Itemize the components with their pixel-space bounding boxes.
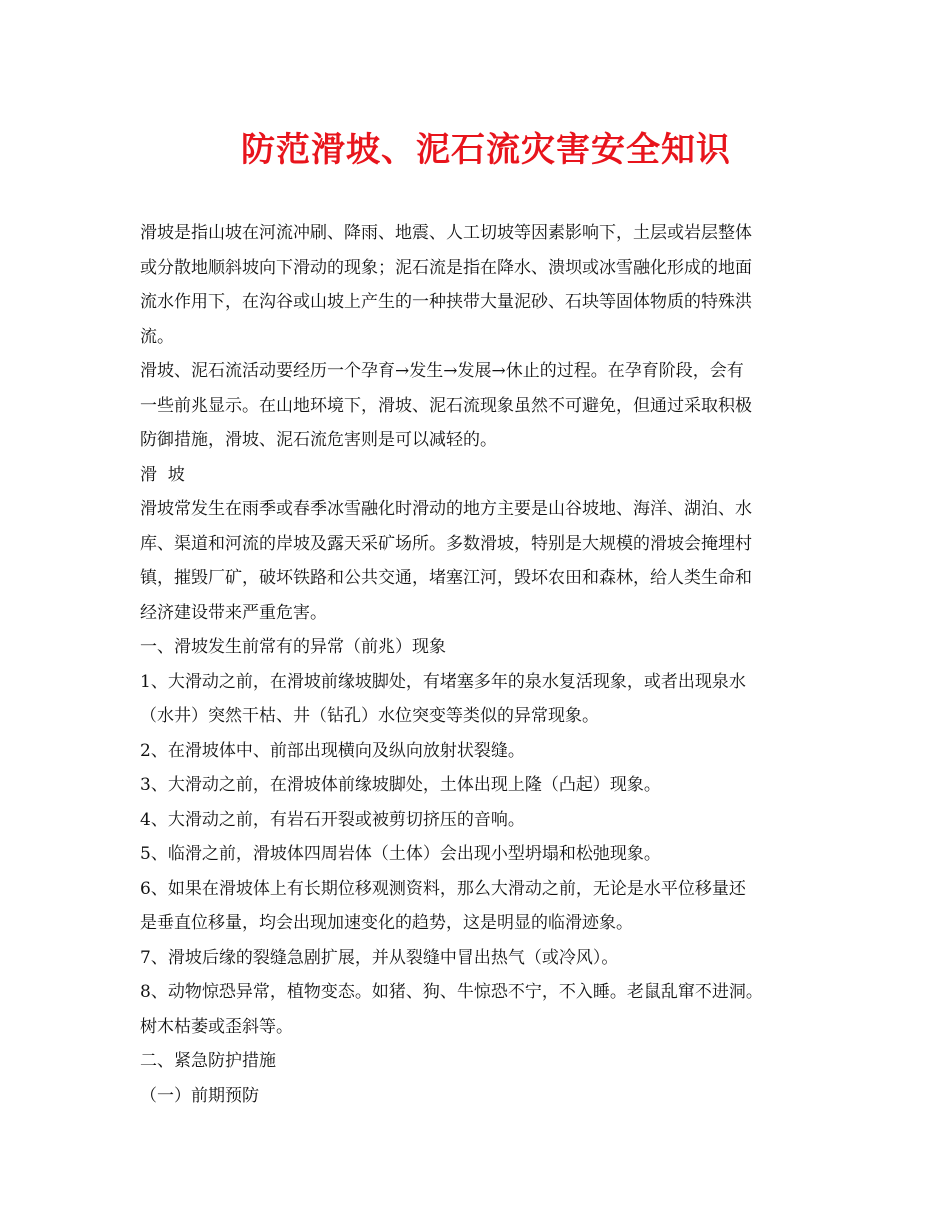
section-heading-emergency: 二、紧急防护措施	[140, 1051, 276, 1071]
body-line: 流。	[140, 326, 174, 347]
list-item: 8、动物惊恐异常，植物变态。如猪、狗、牛惊恐不宁，不入睡。老鼠乱窜不进洞。	[140, 982, 763, 1002]
document-title: 防范滑坡、泥石流灾害安全知识	[241, 130, 731, 170]
body-line: 或分散地顺斜坡向下滑动的现象；泥石流是指在降水、溃坝或冰雪融化形成的地面	[140, 257, 752, 278]
body-line: 滑坡是指山坡在河流冲刷、降雨、地震、人工切坡等因素影响下，土层或岩层整体	[140, 223, 752, 243]
list-item-continuation: （水井）突然干枯、井（钻孔）水位突变等类似的异常现象。	[140, 706, 599, 726]
body-line: 流水作用下，在沟谷或山坡上产生的一种挟带大量泥砂、石块等固体物质的特殊洪	[140, 292, 752, 312]
body-line: 经济建设带来严重危害。	[140, 602, 327, 623]
section-heading-landslide: 滑 坡	[140, 464, 185, 485]
document-body	[140, 216, 832, 1113]
subsection-heading-prevention: （一）前期预防	[140, 1085, 259, 1106]
list-item: 3、大滑动之前，在滑坡体前缘坡脚处，土体出现上隆（凸起）现象。	[140, 775, 661, 795]
section-heading-precursors: 一、滑坡发生前常有的异常（前兆）现象	[140, 637, 446, 657]
body-line: 滑坡常发生在雨季或春季冰雪融化时滑动的地方主要是山谷坡地、海洋、湖泊、水	[140, 499, 752, 519]
body-line: 镇，摧毁厂矿，破坏铁路和公共交通，堵塞江河，毁坏农田和森林，给人类生命和	[140, 568, 752, 588]
list-item: 7、滑坡后缘的裂缝急剧扩展，并从裂缝中冒出热气（或冷风）。	[140, 947, 619, 968]
body-line: 库、渠道和河流的岸坡及露天采矿场所。多数滑坡，特别是大规模的滑坡会掩埋村	[140, 533, 752, 554]
list-item: 4、大滑动之前，有岩石开裂或被剪切挤压的音响。	[140, 809, 525, 830]
list-item-continuation: 树木枯萎或歪斜等。	[140, 1016, 293, 1037]
body-line: 滑坡、泥石流活动要经历一个孕育→发生→发展→休止的过程。在孕育阶段，会有	[140, 361, 744, 381]
list-item: 5、临滑之前，滑坡体四周岩体（土体）会出现小型坍塌和松弛现象。	[140, 844, 661, 864]
body-line: 防御措施，滑坡、泥石流危害则是可以减轻的。	[140, 430, 497, 450]
body-line: 一些前兆显示。在山地环境下，滑坡、泥石流现象虽然不可避免，但通过采取积极	[140, 395, 752, 416]
list-item-continuation: 是垂直位移量，均会出现加速变化的趋势，这是明显的临滑迹象。	[140, 913, 633, 933]
list-item: 1、大滑动之前，在滑坡前缘坡脚处，有堵塞多年的泉水复活现象，或者出现泉水	[140, 671, 746, 692]
list-item: 6、如果在滑坡体上有长期位移观测资料，那么大滑动之前，无论是水平位移量还	[140, 878, 746, 899]
list-item: 2、在滑坡体中、前部出现横向及纵向放射状裂缝。	[140, 740, 525, 761]
